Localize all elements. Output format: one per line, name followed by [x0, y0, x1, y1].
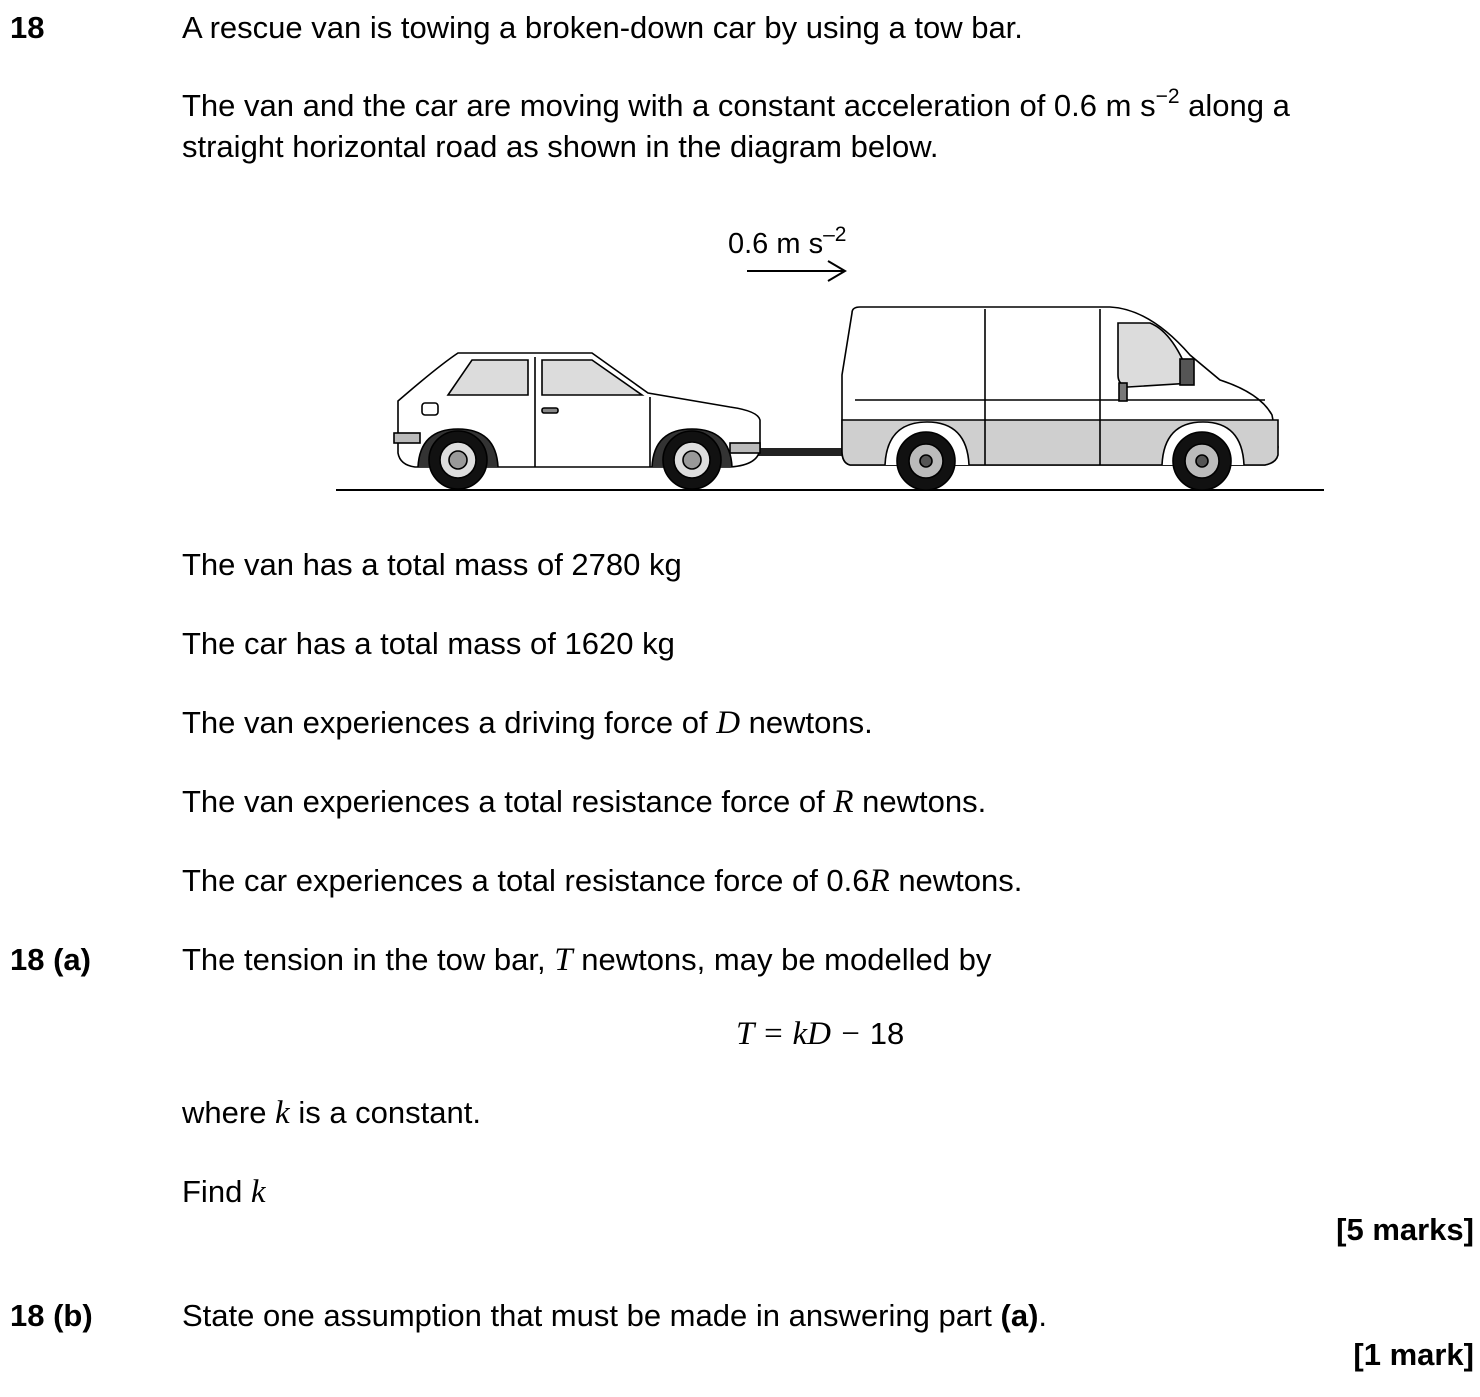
equation-constant: 18: [869, 1016, 905, 1051]
where-variable: k: [275, 1095, 290, 1131]
part-b-text: State one assumption that must be made in answering part: [182, 1298, 1001, 1333]
van-mass-statement: The van has a total mass of 2780 kg: [182, 547, 682, 582]
part-a-text-end: newtons, may be modelled by: [572, 942, 992, 977]
van-res-text-end: newtons.: [853, 784, 987, 819]
driving-text-end: newtons.: [740, 705, 873, 740]
tow-bar: [754, 448, 846, 456]
accel-label: [728, 223, 846, 260]
van-resistance-statement: [182, 782, 986, 822]
where-text-end: is a constant.: [289, 1095, 481, 1130]
question-number: 18: [10, 10, 45, 45]
driving-force-statement: [182, 703, 873, 743]
part-a-label: 18 (a): [10, 942, 91, 977]
find-variable: k: [250, 1174, 266, 1210]
intro-2-text-end: along a: [1179, 88, 1290, 123]
car-res-variable: R: [869, 863, 890, 899]
car-res-text: The car experiences a total resistance force of 0.6: [182, 863, 870, 898]
intro-2-exponent: −2: [1155, 84, 1180, 108]
part-b-label: 18 (b): [10, 1298, 93, 1333]
part-a-marks: [5 marks]: [1336, 1212, 1474, 1247]
driving-variable: D: [716, 705, 741, 741]
part-a-statement: [182, 940, 991, 980]
car-resistance-statement: [182, 861, 1022, 901]
part-b-text-end: .: [1038, 1298, 1048, 1333]
van-res-text: The van experiences a total resistance force of: [182, 784, 834, 819]
where-text: where: [182, 1095, 276, 1130]
where-statement: [182, 1093, 481, 1133]
acceleration-arrow-icon: [747, 261, 845, 281]
car-mass-statement: The car has a total mass of 1620 kg: [182, 626, 675, 661]
equation-middle: = kD −: [753, 1016, 870, 1052]
question-intro-2-line2: straight horizontal road as shown in the diagram below.: [182, 129, 939, 164]
driving-text: The van experiences a driving force of: [182, 705, 717, 740]
part-b-reference: (a): [1000, 1298, 1039, 1333]
part-b-marks: [1 mark]: [1353, 1337, 1474, 1372]
part-a-text: The tension in the tow bar,: [182, 942, 555, 977]
car-res-text-end: newtons.: [889, 863, 1023, 898]
van-icon: [842, 307, 1278, 490]
equation-lhs: T: [736, 1016, 754, 1052]
find-instruction: [182, 1172, 266, 1212]
van-towing-car-diagram: [330, 215, 1330, 500]
find-text: Find: [182, 1174, 251, 1209]
van-res-variable: R: [833, 784, 854, 820]
tension-variable: T: [554, 942, 573, 978]
question-intro: A rescue van is towing a broken-down car by using a tow bar.: [182, 10, 1023, 45]
tension-equation: [736, 1014, 904, 1054]
accel-value: 0.6 m s: [728, 228, 824, 260]
part-b-statement: [182, 1296, 1047, 1336]
question-intro-2: [182, 86, 1290, 126]
intro-2-text: The van and the car are moving with a constant acceleration of 0.6 m s: [182, 88, 1156, 123]
accel-exponent: –2: [823, 223, 847, 246]
car-icon: [394, 353, 760, 489]
